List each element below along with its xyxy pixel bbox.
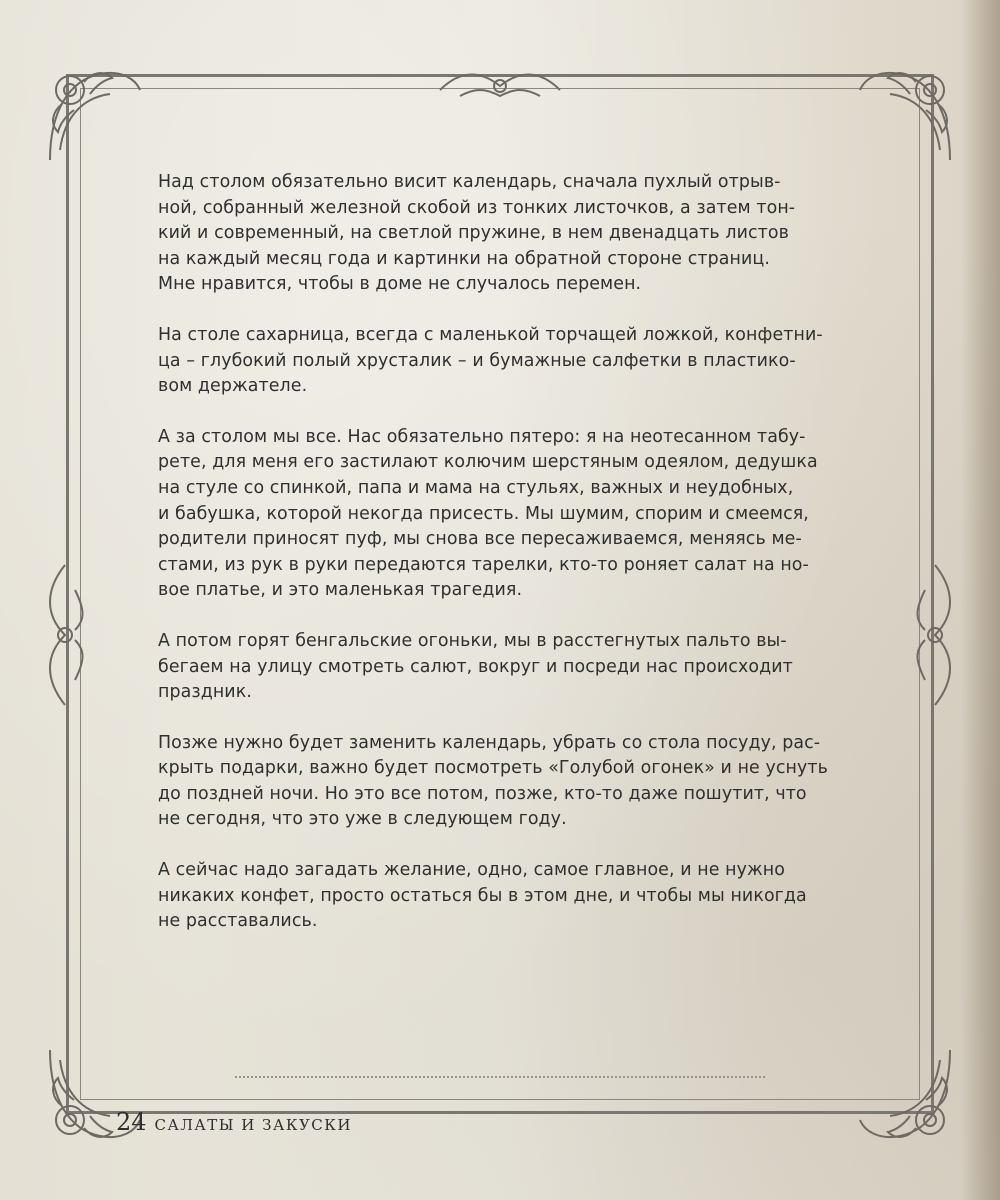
text-line: на каждый месяц года и картинки на обратной стороне страниц.: [158, 248, 770, 269]
page-footer: [116, 1108, 352, 1136]
text-line: Позже нужно будет заменить календарь, убрать со стола посуду, рас-: [158, 732, 821, 753]
corner-ornament-top-left-icon: [40, 60, 150, 170]
text-line: вом держателе.: [158, 376, 308, 397]
section-title: САЛАТЫ И ЗАКУСКИ: [154, 1116, 352, 1134]
top-center-ornament-icon: [430, 66, 570, 106]
paragraph-fireworks: [158, 629, 858, 706]
paragraph-later: [158, 731, 858, 833]
text-line: ца – глубокий полый хрусталик – и бумажные салфетки в пластико-: [158, 350, 796, 371]
body-text: [158, 170, 858, 960]
bottom-dotted-rule: [235, 1076, 765, 1082]
text-line: Мне нравится, чтобы в доме не случалось перемен.: [158, 274, 642, 295]
left-side-ornament-icon: [40, 560, 90, 710]
text-line: На столе сахарница, всегда с маленькой торчащей ложкой, конфетни-: [158, 324, 823, 345]
text-line: никаких конфет, просто остаться бы в этом дне, и чтобы мы никогда: [158, 885, 807, 906]
text-line: Над столом обязательно висит календарь, сначала пухлый отрыв-: [158, 172, 781, 192]
text-line: родители приносят пуф, мы снова все пересаживаемся, меняясь ме-: [158, 529, 802, 550]
text-line: вое платье, и это маленькая трагедия.: [158, 580, 523, 601]
text-line: А сейчас надо загадать желание, одно, самое главное, и не нужно: [158, 860, 786, 881]
text-line: не сегодня, что это уже в следующем году.: [158, 809, 567, 830]
text-line: рете, для меня его застилают колючим шерстяным одеялом, дедушка: [158, 452, 818, 473]
paragraph-calendar: [158, 170, 858, 298]
text-line: крыть подарки, важно будет посмотреть «Голубой огонек» и не уснуть: [158, 758, 828, 779]
text-line: не расставались.: [158, 911, 318, 932]
corner-ornament-bottom-right-icon: [850, 1040, 960, 1150]
corner-ornament-top-right-icon: [850, 60, 960, 170]
page-number: 24: [116, 1108, 147, 1136]
text-line: бегаем на улицу смотреть салют, вокруг и посреди нас происходит: [158, 656, 793, 677]
right-side-ornament-icon: [910, 560, 960, 710]
text-line: и бабушка, которой некогда присесть. Мы шумим, спорим и смеемся,: [158, 503, 809, 524]
paragraph-wish: [158, 858, 858, 935]
text-line: стами, из рук в руки передаются тарелки, кто-то роняет салат на но-: [158, 554, 809, 575]
text-line: ной, собранный железной скобой из тонких листочков, а затем тон-: [158, 197, 796, 218]
page-edge-shadow: [960, 0, 1000, 1200]
text-line: А потом горят бенгальские огоньки, мы в расстегнутых пальто вы-: [158, 630, 787, 651]
text-line: А за столом мы все. Нас обязательно пятеро: я на неотесанном табу-: [158, 426, 806, 447]
paragraph-family: [158, 425, 858, 604]
text-line: праздник.: [158, 682, 252, 703]
paragraph-table-items: [158, 323, 858, 400]
text-line: кий и современный, на светлой пружине, в нем двенадцать листов: [158, 223, 789, 244]
text-line: на стуле со спинкой, папа и мама на стульях, важных и неудобных,: [158, 477, 794, 498]
text-line: до поздней ночи. Но это все потом, позже, кто-то даже пошутит, что: [158, 783, 807, 804]
